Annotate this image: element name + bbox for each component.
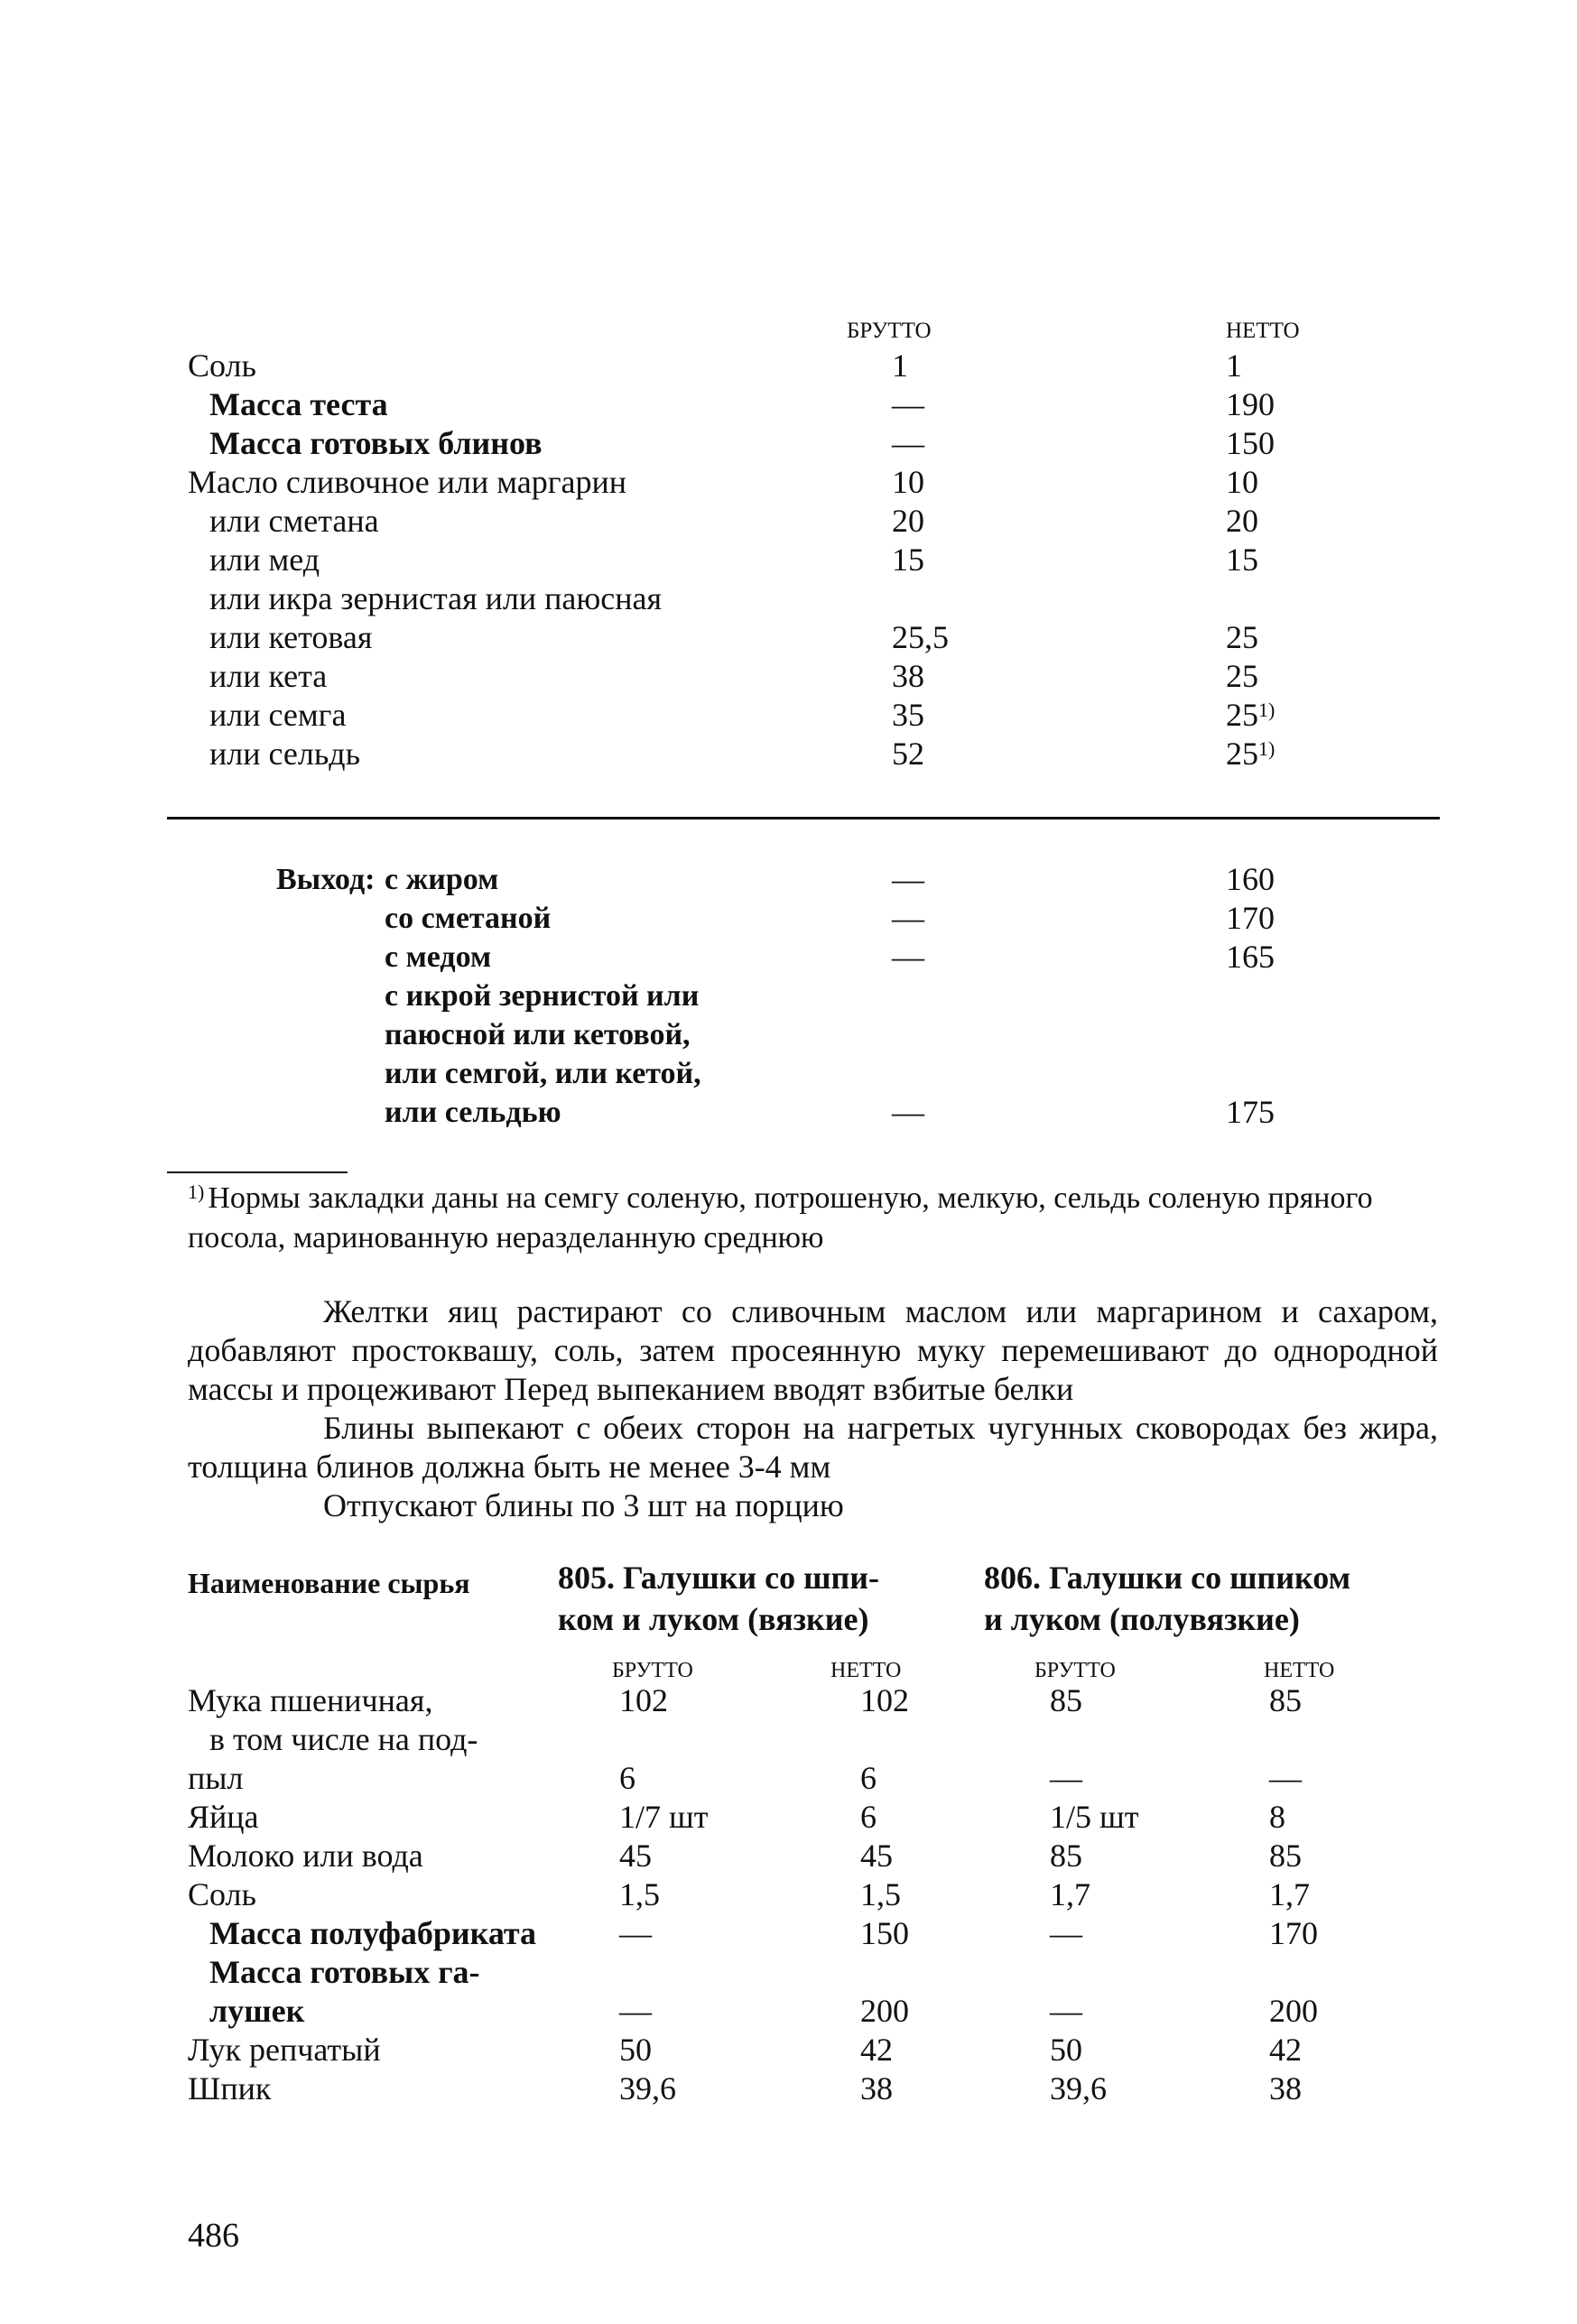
yield-row: [188, 938, 1452, 977]
yield-netto: 170: [1226, 900, 1275, 936]
row-brutto-806: —: [1050, 1760, 1082, 1796]
row-netto-805: 38: [860, 2070, 893, 2106]
table-row: [188, 618, 1452, 657]
netto-value: 25: [1226, 736, 1258, 772]
yield-brutto: —: [892, 1094, 924, 1130]
yield-netto: 165: [1226, 939, 1275, 975]
yield-name: или семгой, или кетой,: [385, 1057, 701, 1090]
row-name: Лук репчатый: [188, 2032, 381, 2068]
row-netto-806: 85: [1269, 1838, 1302, 1874]
table-row: [188, 1798, 1452, 1837]
netto-value: 25: [1226, 697, 1258, 733]
row-name: или кета: [209, 658, 328, 694]
row-brutto-805: —: [619, 1993, 652, 2029]
table-row: [188, 1914, 1452, 1953]
row-brutto-805: 1/7 шт: [619, 1799, 709, 1835]
row-name: Масса готовых блинов: [209, 425, 543, 461]
column-name-header: Наименование сырья: [188, 1567, 470, 1599]
section-divider: [167, 817, 1440, 819]
recipe-805-title-line1: 805. Галушки со шпи-: [558, 1560, 879, 1596]
row-netto: [1226, 696, 1275, 735]
table-row: [188, 541, 1452, 579]
row-brutto: 1: [892, 347, 908, 384]
row-brutto-805: 50: [619, 2032, 652, 2068]
row-brutto: 25,5: [892, 619, 949, 655]
row-brutto-806: 85: [1050, 1838, 1082, 1874]
table-row: [188, 657, 1452, 696]
row-brutto-806: 39,6: [1050, 2070, 1107, 2106]
row-brutto: —: [892, 425, 924, 461]
row-brutto-805: —: [619, 1915, 652, 1951]
table-row: [188, 1992, 1452, 2031]
row-brutto-805: 45: [619, 1838, 652, 1874]
row-brutto-806: 1/5 шт: [1050, 1799, 1139, 1835]
yield-row: [188, 977, 1452, 1015]
instruction-paragraph: [188, 1409, 1438, 1486]
row-name: в том числе на под-: [209, 1721, 478, 1757]
row-name: или кетовая: [209, 619, 373, 655]
row-name: или икра зернистая или паюсная: [209, 580, 663, 616]
row-netto-806: 85: [1269, 1682, 1302, 1718]
row-name: Масса теста: [209, 386, 388, 422]
yield-name: с икрой зернистой или: [385, 979, 700, 1013]
footnote-divider: [167, 1171, 348, 1173]
footnote-mark: 1): [188, 1181, 205, 1203]
row-name: или семга: [209, 697, 347, 733]
row-brutto: —: [892, 386, 924, 422]
table-row: [188, 424, 1452, 463]
row-netto: 15: [1226, 542, 1258, 578]
column-brutto-header: БРУТТО: [847, 319, 932, 343]
table-row: [188, 1837, 1452, 1875]
recipe-table: [188, 316, 1452, 773]
row-netto-805: 6: [860, 1760, 877, 1796]
row-netto-805: 150: [860, 1915, 909, 1951]
row-netto-806: 1,7: [1269, 1876, 1310, 1912]
column-brutto-header: БРУТТО: [612, 1659, 693, 1682]
instruction-paragraph: [188, 1486, 1438, 1525]
row-brutto-805: 102: [619, 1682, 668, 1718]
row-brutto: 10: [892, 464, 924, 500]
yield-row: [188, 1054, 1452, 1093]
yield-row: [188, 860, 1452, 899]
yield-name: с жиром: [385, 863, 499, 896]
row-brutto-806: —: [1050, 1993, 1082, 2029]
page-number: 486: [188, 2217, 239, 2255]
recipe-805-title-line2: ком и луком (вязкие): [558, 1601, 869, 1637]
table-row: [188, 1759, 1452, 1798]
yield-name: с медом: [385, 940, 492, 974]
row-name: Шпик: [188, 2070, 272, 2106]
footnote-text: Нормы закладки даны на семгу соленую, потрошеную, мелкую, сельдь соленую пряного посола, маринованную неразделанную среднюю: [188, 1181, 1373, 1255]
column-netto-header: НЕТТО: [1264, 1659, 1335, 1682]
yield-brutto: —: [892, 939, 924, 975]
table-row: [188, 1681, 1452, 1720]
table-row: [188, 1720, 1452, 1759]
instruction-text: Блины выпекают с обеих сторон на нагретых чугунных сковородах без жира, толщина блинов должна быть не менее 3-4 мм: [188, 1410, 1438, 1485]
footnote: [188, 1179, 1442, 1258]
row-brutto-806: 1,7: [1050, 1876, 1090, 1912]
row-netto-806: 200: [1269, 1993, 1318, 2029]
table-row: [188, 579, 1452, 618]
yield-name: паюсной или кетовой,: [385, 1018, 691, 1051]
row-name: Яйца: [188, 1799, 259, 1835]
row-brutto-806: 50: [1050, 2032, 1082, 2068]
column-brutto-header: БРУТТО: [1034, 1659, 1116, 1682]
row-netto: 20: [1226, 503, 1258, 539]
row-name: или мед: [209, 542, 320, 578]
table-header-row: [188, 316, 1452, 347]
row-brutto-806: 85: [1050, 1682, 1082, 1718]
row-brutto: 35: [892, 697, 924, 733]
column-netto-header: НЕТТО: [1226, 319, 1300, 343]
row-netto-805: 200: [860, 1993, 909, 2029]
row-name: лушек: [209, 1993, 305, 2029]
table-row: [188, 1875, 1452, 1914]
yield-brutto: —: [892, 861, 924, 897]
yield-row: [188, 1015, 1452, 1054]
row-name: пыл: [188, 1760, 244, 1796]
table-row: [188, 735, 1452, 773]
footnote-reference: 1): [1258, 699, 1276, 721]
row-netto-805: 1,5: [860, 1876, 901, 1912]
row-brutto: 15: [892, 542, 924, 578]
row-name: Масса готовых га-: [209, 1954, 480, 1990]
row-name: или сметана: [209, 503, 379, 539]
column-netto-header: НЕТТО: [830, 1659, 902, 1682]
table-row: [188, 1953, 1452, 1992]
row-netto-806: 42: [1269, 2032, 1302, 2068]
table-row: [188, 463, 1452, 502]
row-name: Мука пшеничная,: [188, 1682, 433, 1718]
yield-netto: 175: [1226, 1094, 1275, 1130]
row-name: Масло сливочное или маргарин: [188, 464, 627, 500]
recipe-806-title-line2: и луком (полувязкие): [984, 1601, 1300, 1637]
instruction-paragraph: [188, 1292, 1438, 1409]
row-netto: 1: [1226, 347, 1242, 384]
row-netto-805: 42: [860, 2032, 893, 2068]
row-brutto: 38: [892, 658, 924, 694]
row-name: Масса полуфабриката: [209, 1915, 537, 1951]
table-row: [188, 2031, 1452, 2069]
row-netto: 25: [1226, 658, 1258, 694]
yield-name: со сметаной: [385, 902, 552, 935]
row-netto-806: —: [1269, 1760, 1302, 1796]
row-brutto: 52: [892, 736, 924, 772]
row-netto: 190: [1226, 386, 1275, 422]
row-brutto: 20: [892, 503, 924, 539]
row-netto-805: 102: [860, 1682, 909, 1718]
row-netto-806: 170: [1269, 1915, 1318, 1951]
yield-row: [188, 1093, 1452, 1132]
yield-name: или сельдью: [385, 1096, 561, 1129]
table-row: [188, 385, 1452, 424]
row-netto: [1226, 735, 1275, 773]
row-brutto-805: 39,6: [619, 2070, 676, 2106]
row-name: Соль: [188, 347, 256, 384]
footnote-reference: 1): [1258, 737, 1276, 760]
yield-netto: 160: [1226, 861, 1275, 897]
row-name: Молоко или вода: [188, 1838, 423, 1874]
table-row: [188, 347, 1452, 385]
row-netto: 150: [1226, 425, 1275, 461]
row-netto-805: 45: [860, 1838, 893, 1874]
row-name: или сельдь: [209, 736, 361, 772]
row-brutto-805: 6: [619, 1760, 635, 1796]
row-name: Соль: [188, 1876, 256, 1912]
yield-brutto: —: [892, 900, 924, 936]
row-brutto-806: —: [1050, 1915, 1082, 1951]
recipe-806-title-line1: 806. Галушки со шпиком: [984, 1560, 1351, 1596]
instruction-text: Отпускают блины по 3 шт на порцию: [323, 1487, 844, 1523]
table-row: [188, 502, 1452, 541]
yield-row: [188, 899, 1452, 938]
row-netto-806: 8: [1269, 1799, 1285, 1835]
table-row: [188, 2069, 1452, 2108]
row-netto-806: 38: [1269, 2070, 1302, 2106]
row-netto-805: 6: [860, 1799, 877, 1835]
yield-block: [188, 860, 1452, 1132]
yield-label: Выход:: [276, 863, 376, 896]
row-brutto-805: 1,5: [619, 1876, 660, 1912]
row-netto: 25: [1226, 619, 1258, 655]
row-netto: 10: [1226, 464, 1258, 500]
instruction-text: Желтки яиц растирают со сливочным маслом или маргарином и сахаром, добавляют простоквашу, соль, затем просеянную муку перемешивают до однородной массы и процеживают Перед выпеканием вводят взбитые белки: [188, 1293, 1438, 1407]
table-row: [188, 696, 1452, 735]
